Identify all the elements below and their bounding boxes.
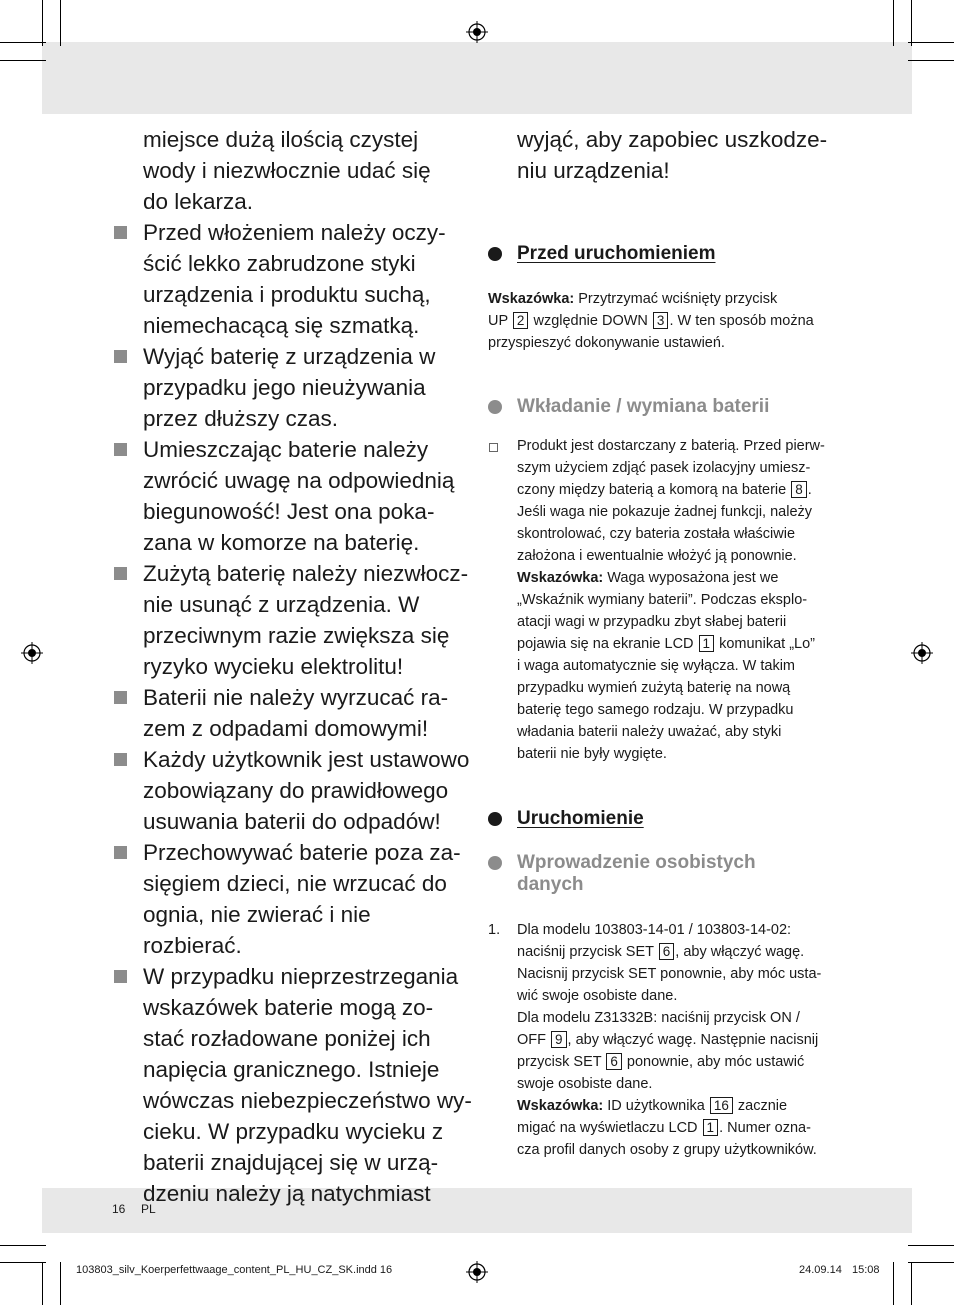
crop-mark [42,1262,43,1305]
crop-mark [911,1262,912,1305]
body-line: ID użytkownika [607,1098,705,1114]
list-item [112,961,472,1209]
header-band [42,42,912,114]
crop-mark [42,0,43,46]
crop-mark [908,60,954,61]
list-item [112,744,472,837]
callout-number: 9 [551,1031,567,1048]
section-heading-personal-data [488,852,848,896]
body-line: swoje osobiste dane. [517,1076,653,1092]
list-item-text: miejsce dużą ilością czystej wody i niezwłocznie udać się do lekarza. [143,127,431,214]
body-line: wić swoje osobiste dane. [517,988,678,1004]
crop-mark [893,1262,894,1305]
registration-mark-icon [466,1261,488,1283]
body-line: ponownie, aby móc ustawić [626,1054,805,1070]
body-line: , aby włączyć wagę. Następnie nacisnij [567,1032,819,1048]
bullet-dot-icon [488,400,502,414]
bullet-dot-icon [488,812,502,826]
list-item-text: Każdy użytkownik jest ustawowo zobowiązany do prawidłowego usuwania baterii do odpadów! [143,747,470,834]
section-heading-battery [488,396,848,418]
bullet-dot-icon [488,247,502,261]
callout-number: 6 [606,1053,622,1070]
callout-number: 8 [791,481,807,498]
crop-mark [0,60,46,61]
list-item [112,217,472,341]
body-line: komunikat „Lo” [719,636,815,652]
square-bullet-icon [114,753,127,766]
list-item [112,124,472,217]
body-line: naciśnij przycisk SET [517,944,654,960]
body-line: Nacisnij przycisk SET ponownie, aby móc usta- [517,966,822,982]
list-item-text: Zużytą baterię należy niezwłocz- nie usunąć z urządzenia. W przeciwnym razie zwiększa się ryzyko wycieku elektrolitu! [143,561,469,679]
body-line: . [807,482,812,498]
body-line: atacji wagi w przypadku zbyt słabej baterii [517,614,787,630]
callout-number: 2 [513,312,529,329]
body-line: założona i ewentualnie włożyć ją ponownie. [517,548,797,564]
registration-mark-icon [911,642,933,664]
body-line: baterii nie były wygięte. [517,746,667,762]
list-item-text: Przed włożeniem należy oczy- ścić lekko zabrudzone styki urządzenia i produktu suchą, niemechacącą się szmatką. [143,220,446,338]
tip-text: . W ten sposób można [669,313,814,329]
tip-paragraph [488,288,848,354]
crop-mark [60,1262,61,1305]
crop-mark [0,1245,46,1246]
body-line: . Numer ozna- [719,1120,811,1136]
body-line: Waga wyposażona jest we [607,570,779,586]
heading-text: Uruchomienie [517,808,644,829]
checkbox-bullet-icon [489,443,498,452]
body-line: przypadku wymień zużytą baterię na nową [517,680,791,696]
crop-mark [893,0,894,46]
callout-number: 1 [703,1119,719,1136]
registration-mark-icon [21,642,43,664]
heading-text: Przed uruchomieniem [517,243,716,264]
body-line: „Wskaźnik wymiany baterii”. Podczas eksplo- [517,592,808,608]
slug-date: 24.09.14 [799,1264,842,1276]
list-item [112,434,472,558]
list-item-text: Przechowywać baterie poza za- sięgiem dzieci, nie wrzucać do ognia, nie zwierać i nie rozbierać. [143,840,461,958]
square-bullet-icon [114,970,127,983]
file-slug: 103803_silv_Koerperfettwaage_content_PL_HU_CZ_SK.indd 16 [76,1264,393,1276]
square-bullet-icon [114,567,127,580]
body-line: Produkt jest dostarczany z baterią. Przed pierw- [517,438,825,454]
crop-mark [908,1245,954,1246]
body-line: przycisk SET [517,1054,602,1070]
step-number: 1. [488,922,501,938]
list-item [112,558,472,682]
crop-mark [60,0,61,46]
callout-number: 1 [699,635,715,652]
heading-text: Wkładanie / wymiana baterii [517,396,770,417]
heading-text: Wprowadzenie osobistych danych [517,852,756,895]
square-bullet-icon [114,846,127,859]
page-number: 16 [112,1202,126,1216]
tip-text: przyspieszyć dokonywanie ustawień. [488,335,725,351]
body-line: , aby włączyć wagę. [675,944,805,960]
crop-mark [0,1262,46,1263]
bullet-dot-icon [488,856,502,870]
list-item [112,341,472,434]
body-line: skontrolować, czy bateria została właściwie [517,526,796,542]
left-column [112,124,472,1209]
right-column [488,124,848,1161]
square-bullet-icon [114,350,127,363]
battery-paragraph [488,435,848,765]
callout-number: 16 [710,1097,733,1114]
body-line: baterię tego samego rodzaju. W przypadku [517,702,794,718]
numbered-step [488,919,848,1161]
crop-mark [911,0,912,46]
registration-mark-icon [466,21,488,43]
callout-number: 6 [659,943,675,960]
tip-label: Wskazówka: [517,570,604,586]
list-item-text: W przypadku nieprzestrzegania wskazówek baterie mogą zo- stać rozładowane poniżej ich napięcia granicznego. Istnieje wówczas niebezpieczeństwo wy- cieku. W przypadku wycieku z baterii znajdującej się w urzą- dzeniu należy ją natychmiast [143,964,472,1206]
body-line: Dla modelu 103803-14-01 / 103803-14-02: [517,922,792,938]
tip-label: Wskazówka: [517,1098,604,1114]
list-item-text: Wyjąć baterię z urządzenia w przypadku jego nieużywania przez dłuższy czas. [143,344,436,431]
body-line: cza profil danych osoby z grupy użytkowników. [517,1142,817,1158]
crop-mark [908,42,954,43]
list-item [112,682,472,744]
list-item [112,837,472,961]
list-item-text: Umieszczając baterie należy zwrócić uwagę na odpowiednią biegunowość! Jest ona poka- zana w komorze na baterię. [143,437,455,555]
body-line: i waga automatycznie się wyłącza. W takim [517,658,796,674]
slug-time: 15:08 [852,1264,880,1276]
section-heading-before-use [488,243,848,265]
body-line: OFF [517,1032,546,1048]
body-line: władania baterii należy uważać, aby styki [517,724,782,740]
tip-text: UP [488,313,508,329]
body-line: pojawia się na ekranie LCD [517,636,694,652]
body-line: zacznie [737,1098,788,1114]
tip-text: Przytrzymać wciśnięty przycisk [578,291,778,307]
body-line: szym użyciem zdjąć pasek izolacyjny umiesz- [517,460,811,476]
crop-mark [908,1262,954,1263]
square-bullet-icon [114,226,127,239]
body-line: Jeśli waga nie pokazuje żadnej funkcji, należy [517,504,813,520]
section-heading-startup [488,808,848,830]
crop-mark [0,42,46,43]
language-code: PL [141,1202,156,1216]
tip-text: względnie DOWN [533,313,648,329]
tip-label: Wskazówka: [488,291,575,307]
body-line: czony między baterią a komorą na baterie [517,482,787,498]
continued-text: wyjąć, aby zapobiec uszkodze- niu urządzenia! [517,127,828,183]
body-line: Dla modelu Z31332B: naciśnij przycisk ON / [517,1010,800,1026]
list-item-text: Baterii nie należy wyrzucać ra- zem z odpadami domowymi! [143,685,449,741]
square-bullet-icon [114,691,127,704]
body-line: migać na wyświetlaczu LCD [517,1120,698,1136]
callout-number: 3 [653,312,669,329]
square-bullet-icon [114,443,127,456]
